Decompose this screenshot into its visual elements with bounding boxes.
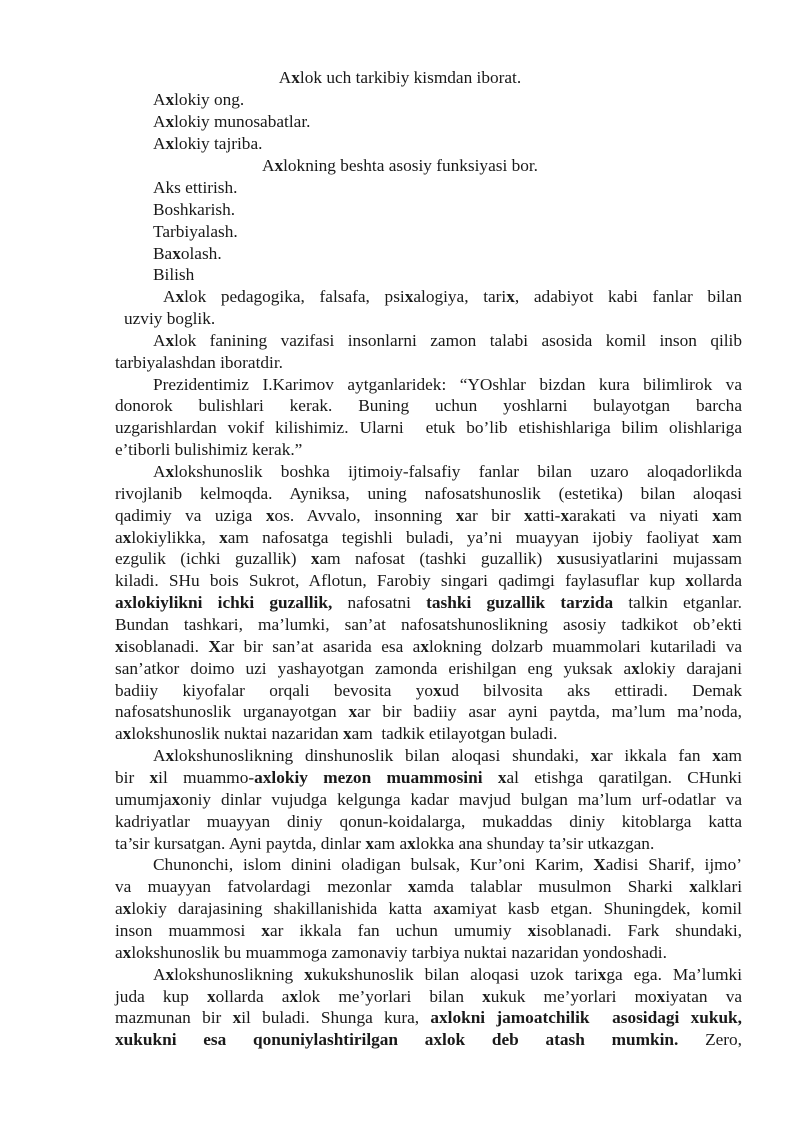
text-line: ta’sir kursatgan. Ayni paytda, dinlar xam axlokka ana shunday ta’sir utkazgan. bbox=[115, 834, 655, 853]
text-line: kiladi. SHu bois Sukrot, Aflotun, Farobiy singari qadimgi faylasuflar kup xollarda bbox=[115, 571, 742, 590]
text-line: ezgulik (ichki guzallik) xam nafosat (tashki guzallik) xususiyatlarini mujassam bbox=[115, 549, 742, 568]
text-line: nafosatshunoslik urganayotgan xar bir badiiy asar ayni paytda, ma’lum ma’noda, bbox=[115, 702, 743, 721]
text-line: Axlokshunoslik boshka ijtimoiy-falsafiy fanlar bilan uzaro aloqadorlikda bbox=[153, 462, 742, 481]
text-line: tarbiyalashdan iboratdir. bbox=[115, 353, 283, 372]
text-line: axlokshunoslik nuktai nazaridan xam tadkik etilayotgan buladi. bbox=[115, 724, 558, 743]
text-line: inson muammosi xar ikkala fan uchun umumiy xisoblanadi. Fark shundaki, bbox=[115, 921, 742, 940]
text-line: Axlok fanining vazifasi insonlarni zamon talabi asosida komil inson qilib bbox=[153, 331, 742, 350]
text-line: mazmunan bir xil buladi. Shunga kura, axlokni jamoatchilik asosidagi xukuk, bbox=[115, 1008, 742, 1027]
text-line: Prezidentimiz I.Karimov aytganlaridek: “YOshlar bizdan kura bilimlirok va bbox=[153, 375, 742, 394]
text-line: Axlokiy ong. bbox=[153, 90, 245, 109]
text-line: bir xil muammo-axlokiy mezon muammosini xal etishga qaratilgan. CHunki bbox=[115, 768, 742, 787]
text-line: Bilish bbox=[153, 265, 195, 284]
text-line: umumjaxoniy dinlar vujudga kelgunga kadar mavjud bulgan ma’lum urf-odatlar va bbox=[115, 790, 742, 809]
text-line: Chunonchi, islom dinini oladigan bulsak, Kur’oni Karim, Xadisi Sharif, ijmo’ bbox=[153, 855, 742, 874]
text-line: uzviy boglik. bbox=[124, 309, 216, 328]
text-line: xisoblanadi. Xar bir san’at asarida esa axlokning dolzarb muammolari kutariladi va bbox=[115, 637, 742, 656]
text-line: badiiy kiyofalar orqali bevosita yoxud bilvosita aks ettiradi. Demak bbox=[115, 681, 742, 700]
text-line: rivojlanib kelmoqda. Ayniksa, uning nafosatshunoslik (estetika) bilan aloqasi bbox=[115, 484, 742, 503]
text-line: qadimiy va uziga xos. Avvalo, insonning xar bir xatti-xarakati va niyati xam bbox=[115, 506, 742, 525]
text-line: Axlok uch tarkibiy kismdan iborat. bbox=[278, 68, 522, 87]
text-line: Baxolash. bbox=[153, 244, 222, 263]
text-line: uzgarishlardan vokif kilishimiz. Ularni etuk bo’lib etishishlariga bilim olishlariga bbox=[115, 418, 742, 437]
text-line: Bundan tashkari, ma’lumki, san’at nafosatshunoslikning asosiy tadkikot ob’ekti bbox=[115, 615, 742, 634]
text-line: Axlokning beshta asosiy funksiyasi bor. bbox=[261, 156, 538, 175]
text-line: axlokiy darajasining shakillanishida katta axamiyat kasb etgan. Shuningdek, komil bbox=[115, 899, 742, 918]
text-line: va muayyan fatvolardagi mezonlar xamda talablar musulmon Sharki xalklari bbox=[115, 877, 742, 896]
text-line: Tarbiyalash. bbox=[153, 222, 238, 241]
text-line: Axlok pedagogika, falsafa, psixalogiya, tarix, adabiyot kabi fanlar bilan bbox=[163, 287, 742, 306]
text-line: axlokshunoslik bu muammoga zamonaviy tarbiya nuktai nazaridan yondoshadi. bbox=[115, 943, 667, 962]
text-line: e’tiborli bulishimiz kerak.” bbox=[115, 440, 303, 459]
text-line: juda kup xollarda axlok me’yorlari bilan xukuk me’yorlari moxiyatan va bbox=[115, 987, 743, 1006]
text-line: donorok bulishlari kerak. Buning uchun yoshlarni bulayotgan barcha bbox=[115, 396, 742, 415]
text-line: Boshkarish. bbox=[153, 200, 236, 219]
text-line: Axlokshunoslikning xukukshunoslik bilan aloqasi uzok tarixga ega. Ma’lumki bbox=[153, 965, 742, 984]
text-line: Axlokshunoslikning dinshunoslik bilan aloqasi shundaki, xar ikkala fan xam bbox=[153, 746, 742, 765]
text-line: Aks ettirish. bbox=[153, 178, 238, 197]
text-line: Axlokiy tajriba. bbox=[153, 134, 263, 153]
text-line: Axlokiy munosabatlar. bbox=[153, 112, 311, 131]
text-line: san’atkor doimo uzi yashayotgan zamonda erishilgan eng yuksak axlokiy darajani bbox=[115, 659, 742, 678]
text-line: axlokiylikka, xam nafosatga tegishli buladi, ya’ni muayyan ijobiy faoliyat xam bbox=[115, 528, 742, 547]
text-line: xukukni esa qonuniylashtirilgan axlok deb atash mumkin. Zero, bbox=[115, 1030, 743, 1049]
text-line: axlokiylikni ichki guzallik, nafosatni tashki guzallik tarzida talkin etganlar. bbox=[115, 593, 742, 612]
text-line: kadriyatlar muayyan diniy qonun-koidalarga, mukaddas diniy kitoblarga katta bbox=[115, 812, 742, 831]
